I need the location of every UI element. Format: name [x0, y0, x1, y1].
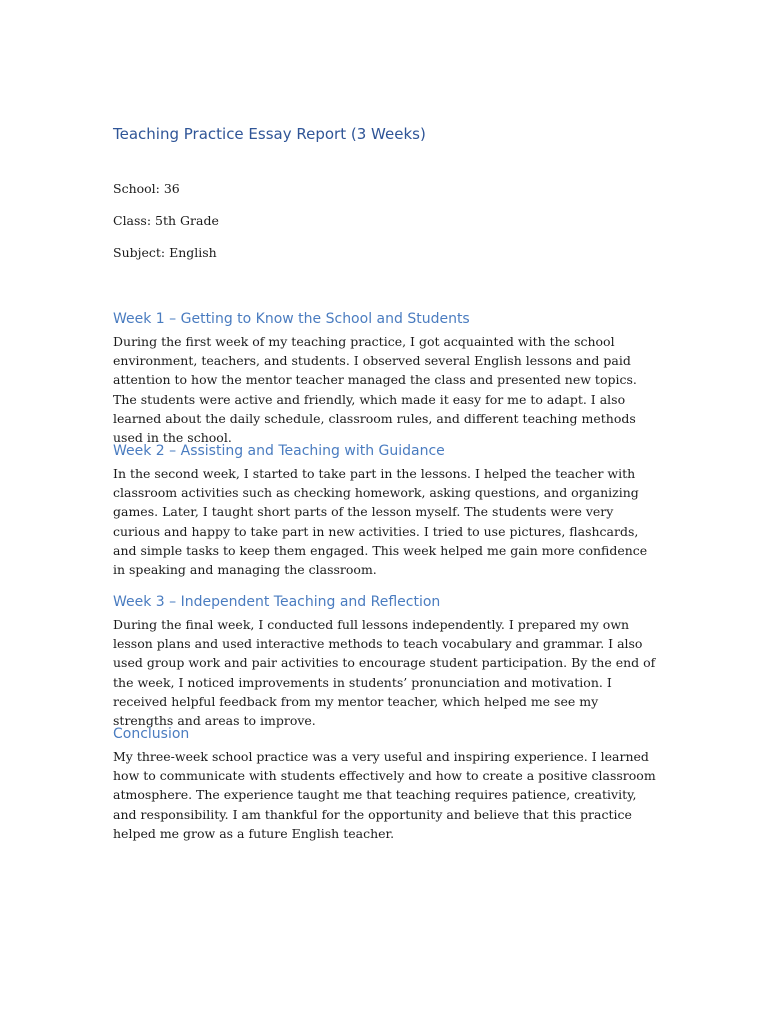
subject-line: Subject: English — [113, 245, 217, 260]
document-title: Teaching Practice Essay Report (3 Weeks) — [113, 125, 426, 143]
section-heading-conclusion: Conclusion — [113, 726, 190, 742]
section-body-week-3: During the final week, I conducted full lessons independently. I prepared my own lesson plans and used interactive methods to teach vocabulary and grammar. I also used group work and pair activities to encourage student participation. By the end of the week, I noticed improvements in students’ pronunciation and motivation. I received helpful feedback from my mentor teacher, which helped me see my strengths and areas to improve. — [113, 617, 656, 729]
section-heading-week-3: Week 3 – Independent Teaching and Reflection — [113, 594, 441, 610]
class-line: Class: 5th Grade — [113, 213, 219, 228]
section-heading-week-1: Week 1 – Getting to Know the School and Students — [113, 311, 470, 327]
school-line: School: 36 — [113, 181, 180, 196]
section-body-week-2: In the second week, I started to take part in the lessons. I helped the teacher with classroom activities such as checking homework, asking questions, and organizing games. Later, I taught short parts of the lesson myself. The students were very curious and happy to take part in new activities. I tried to use pictures, flashcards, and simple tasks to keep them engaged. This week helped me gain more confidence in speaking and managing the classroom. — [113, 466, 648, 578]
section-body-conclusion: My three-week school practice was a very useful and inspiring experience. I learned how to communicate with students effectively and how to create a positive classroom atmosphere. The experience taught me that teaching requires patience, creativity, and responsibility. I am thankful for the opportunity and believe that this practice helped me grow as a future English teacher. — [113, 749, 656, 841]
section-heading-week-2: Week 2 – Assisting and Teaching with Guidance — [113, 443, 445, 459]
section-body-week-1: During the first week of my teaching practice, I got acquainted with the school environment, teachers, and students. I observed several English lessons and paid attention to how the mentor teacher managed the class and presented new topics. The students were active and friendly, which made it easy for me to adapt. I also learned about the daily schedule, classroom rules, and different teaching methods used in the school. — [113, 334, 637, 446]
